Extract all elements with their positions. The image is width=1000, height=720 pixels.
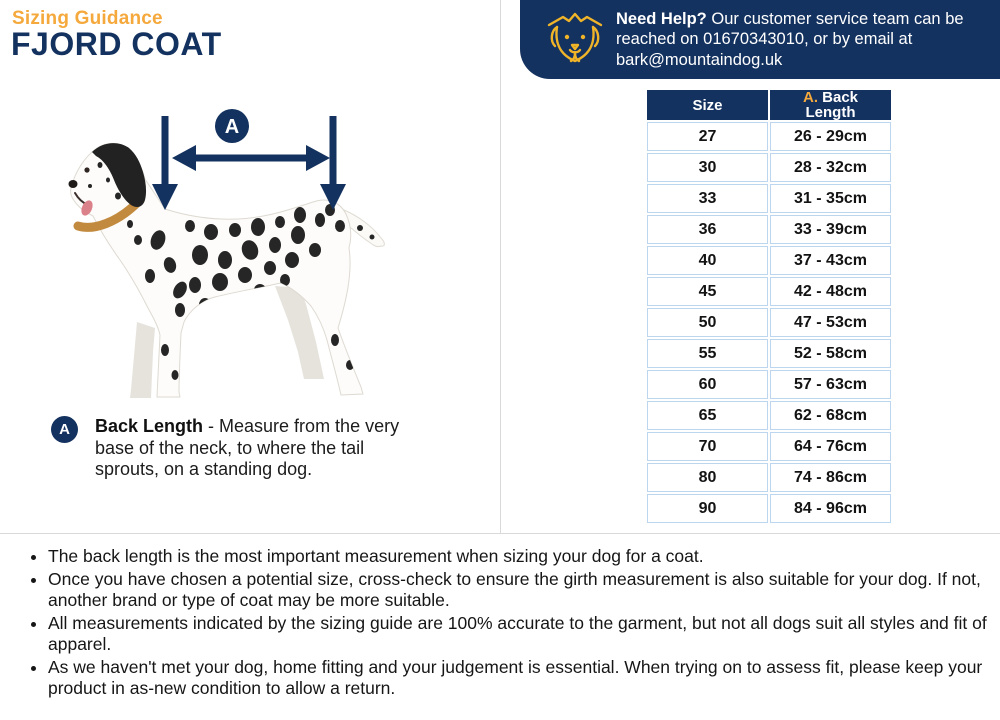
sizing-note-item: • The back length is the most important measurement when sizing your dog for a coat.: [48, 546, 1000, 568]
table-row: [647, 277, 891, 306]
sizing-note-item: • All measurements indicated by the sizing guide are 100% accurate to the garment, but not all dogs suit all styles and fit of apparel.: [48, 613, 1000, 656]
size-cell: 65: [647, 401, 768, 430]
help-banner: [520, 0, 1000, 79]
size-cell: 50: [647, 308, 768, 337]
back-length-cell: 52 - 58cm: [770, 339, 891, 368]
diagram-marker-label: A: [224, 116, 240, 138]
size-table: [645, 88, 893, 525]
back-length-cell: 47 - 53cm: [770, 308, 891, 337]
back-length-cell: 74 - 86cm: [770, 463, 891, 492]
diagram-marker-a: [215, 109, 249, 143]
table-row: [647, 401, 891, 430]
table-row: [647, 463, 891, 492]
eyebrow-label: Sizing Guidance: [12, 8, 163, 29]
dog-nose: [69, 180, 78, 188]
dog-face-icon: [546, 10, 604, 70]
size-column-header: Size: [647, 90, 768, 120]
table-row: [647, 308, 891, 337]
back-length-cell: 28 - 32cm: [770, 153, 891, 182]
size-table-body: [647, 122, 891, 523]
table-row: [647, 153, 891, 182]
back-length-cell: 62 - 68cm: [770, 401, 891, 430]
back-length-cell: 26 - 29cm: [770, 122, 891, 151]
size-cell: 36: [647, 215, 768, 244]
size-cell: 60: [647, 370, 768, 399]
back-length-cell: 84 - 96cm: [770, 494, 891, 523]
size-cell: 70: [647, 432, 768, 461]
size-cell: 80: [647, 463, 768, 492]
sizing-notes-list: [22, 546, 1000, 701]
annotation-text: [95, 416, 433, 481]
help-banner-lead: Need Help?: [616, 9, 707, 28]
back-length-header-accent: A.: [802, 89, 818, 106]
annotation-term: Back Length: [95, 416, 204, 436]
help-banner-body: Our customer service team can be reached on 01670343010, or by email at bark@mountaindog.uk: [616, 9, 964, 69]
annotation-description: - Measure from the very base of the neck, to where the tail sprouts, on a standing dog.: [95, 416, 400, 479]
table-row: [647, 494, 891, 523]
back-length-cell: 31 - 35cm: [770, 184, 891, 213]
measurement-diagram: [30, 90, 470, 420]
size-cell: 40: [647, 246, 768, 275]
size-cell: 33: [647, 184, 768, 213]
size-cell: 45: [647, 277, 768, 306]
horizontal-divider: [0, 533, 1000, 534]
page-title: FJORD COAT: [11, 26, 222, 62]
table-row: [647, 246, 891, 275]
back-length-cell: 37 - 43cm: [770, 246, 891, 275]
back-length-header-label: Back Length: [805, 89, 859, 121]
table-row: [647, 215, 891, 244]
back-length-cell: 64 - 76cm: [770, 432, 891, 461]
help-banner-text: [616, 9, 966, 71]
size-cell: 27: [647, 122, 768, 151]
sizing-note-item: • As we haven't met your dog, home fitting and your judgement is essential. When trying on to assess fit, please keep your product in as-new condition to allow a return.: [48, 657, 1000, 700]
dog-eye: [84, 167, 89, 172]
table-row: [647, 184, 891, 213]
table-row: [647, 432, 891, 461]
table-row: [647, 339, 891, 368]
back-length-arrows: [152, 116, 346, 210]
back-length-column-header: [770, 90, 891, 120]
annotation-marker-badge: A: [51, 416, 78, 443]
size-cell: 90: [647, 494, 768, 523]
size-table-header-row: [647, 90, 891, 120]
back-length-cell: 57 - 63cm: [770, 370, 891, 399]
vertical-divider: [500, 0, 501, 533]
table-row: [647, 122, 891, 151]
size-cell: 55: [647, 339, 768, 368]
back-length-cell: 33 - 39cm: [770, 215, 891, 244]
size-cell: 30: [647, 153, 768, 182]
sizing-note-item: • Once you have chosen a potential size, cross-check to ensure the girth measurement is also suitable for your dog. If not, another brand or type of coat may be more suitable.: [48, 569, 1000, 612]
back-length-cell: 42 - 48cm: [770, 277, 891, 306]
table-row: [647, 370, 891, 399]
